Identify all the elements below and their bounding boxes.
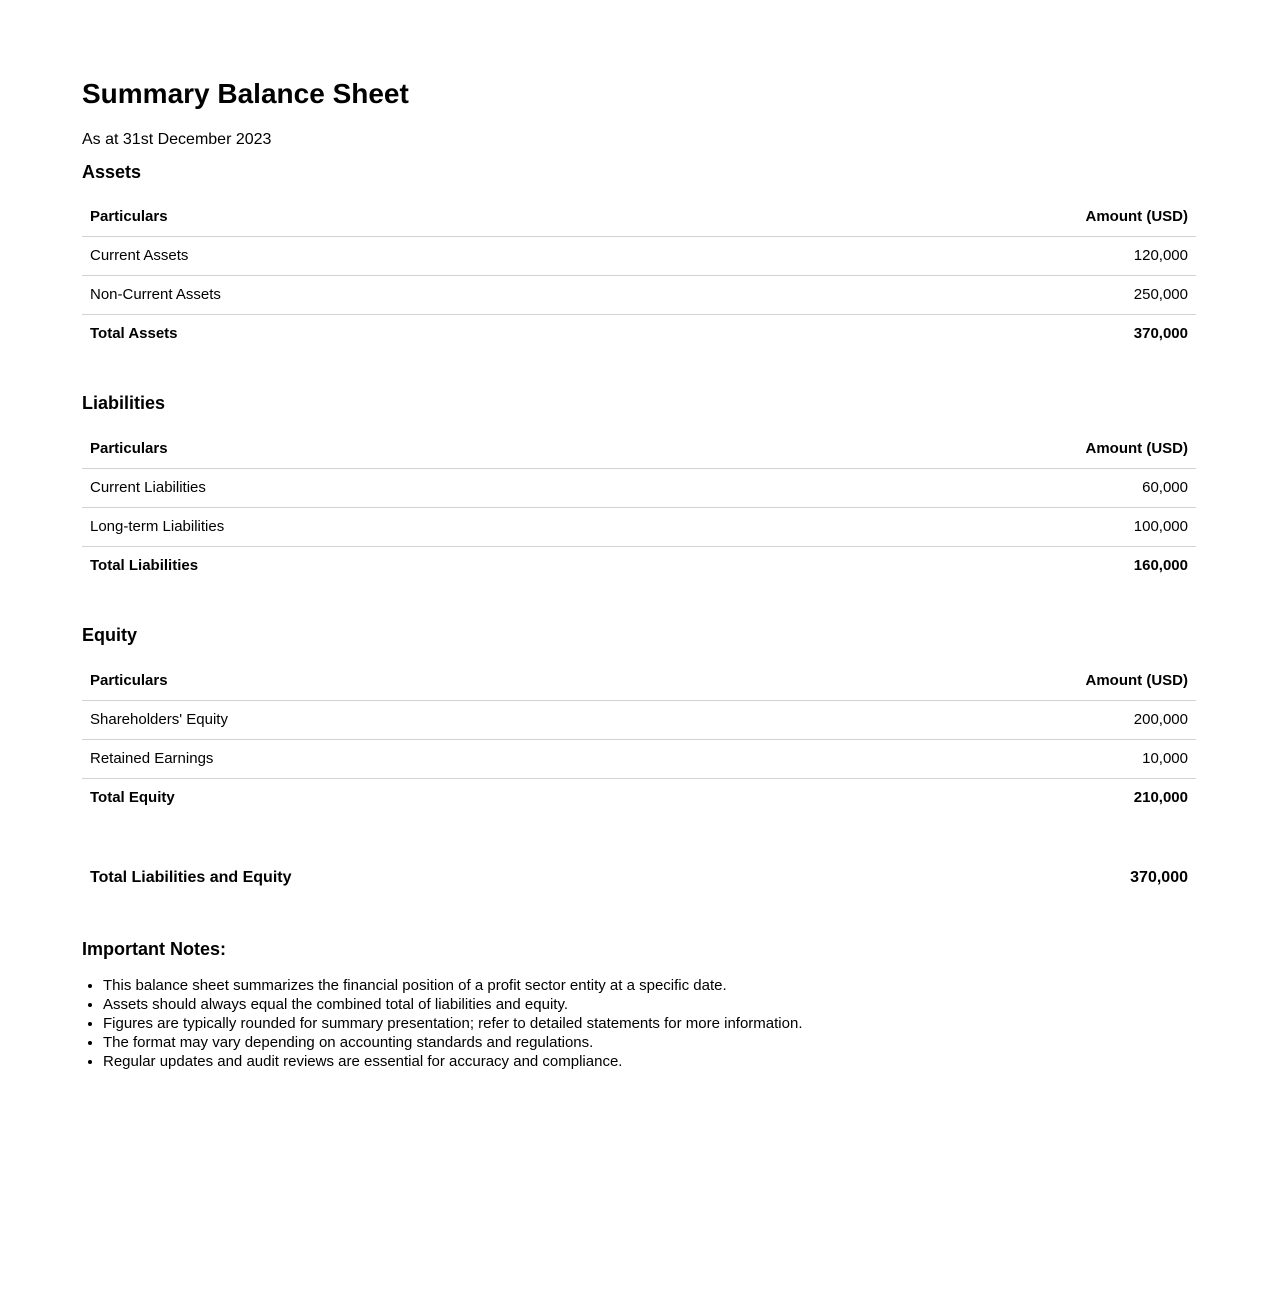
grand-total-label: Total Liabilities and Equity [90, 868, 292, 886]
total-amount: 370,000 [1133, 325, 1188, 343]
note-item: • This balance sheet summarizes the financial position of a profit sector entity at a specific date. [103, 976, 1196, 995]
row-amount: 120,000 [699, 237, 1196, 276]
table-row [82, 739, 1196, 778]
note-item: • Assets should always equal the combined total of liabilities and equity. [103, 995, 1196, 1014]
total-label: Total Assets [90, 325, 178, 343]
row-label: Shareholders' Equity [82, 700, 712, 739]
row-label: Long-term Liabilities [82, 507, 705, 546]
section-equity [82, 625, 1196, 817]
total-label: Total Equity [90, 788, 175, 806]
section-heading-assets: Assets [82, 161, 142, 182]
column-header-amount: Amount (USD) [712, 662, 1196, 701]
liabilities-table [82, 430, 1196, 585]
total-amount: 160,000 [1133, 556, 1188, 574]
section-heading-liabilities: Liabilities [82, 393, 166, 414]
column-header-particulars: Particulars [82, 662, 712, 701]
section-liabilities [82, 393, 1196, 585]
row-amount: 100,000 [705, 507, 1196, 546]
row-label: Retained Earnings [82, 739, 712, 778]
total-row-equity [82, 778, 1196, 817]
grand-total-row [82, 869, 1196, 887]
table-row [82, 700, 1196, 739]
total-amount: 210,000 [1133, 788, 1188, 806]
notes-section [82, 939, 1196, 1072]
column-header-amount: Amount (USD) [705, 430, 1196, 469]
note-item: • The format may vary depending on accounting standards and regulations. [103, 1033, 1196, 1052]
total-label: Total Liabilities [90, 556, 199, 574]
notes-heading: Important Notes: [82, 938, 226, 959]
assets-table [82, 198, 1196, 353]
table-header-row [82, 198, 1196, 237]
table-row [82, 507, 1196, 546]
grand-total-amount: 370,000 [1130, 868, 1188, 886]
column-header-particulars: Particulars [82, 430, 705, 469]
report-date: As at 31st December 2023 [82, 131, 272, 149]
table-row [82, 237, 1196, 276]
table-row [82, 276, 1196, 315]
note-item: • Regular updates and audit reviews are essential for accuracy and compliance. [103, 1052, 1196, 1071]
row-amount: 60,000 [705, 468, 1196, 507]
equity-table [82, 662, 1196, 817]
section-assets [82, 162, 1196, 354]
total-row-liabilities [82, 546, 1196, 585]
total-row-assets [82, 315, 1196, 354]
section-heading-equity: Equity [82, 624, 138, 645]
row-label: Non-Current Assets [82, 276, 699, 315]
column-header-particulars: Particulars [82, 198, 699, 237]
row-amount: 250,000 [699, 276, 1196, 315]
table-row [82, 468, 1196, 507]
row-label: Current Liabilities [82, 468, 705, 507]
page-title: Summary Balance Sheet [82, 78, 409, 109]
table-header-row [82, 430, 1196, 469]
row-label: Current Assets [82, 237, 699, 276]
column-header-amount: Amount (USD) [699, 198, 1196, 237]
row-amount: 200,000 [712, 700, 1196, 739]
table-header-row [82, 662, 1196, 701]
notes-list [82, 976, 1196, 1071]
row-amount: 10,000 [712, 739, 1196, 778]
note-item: • Figures are typically rounded for summary presentation; refer to detailed statements for more information. [103, 1014, 1196, 1033]
